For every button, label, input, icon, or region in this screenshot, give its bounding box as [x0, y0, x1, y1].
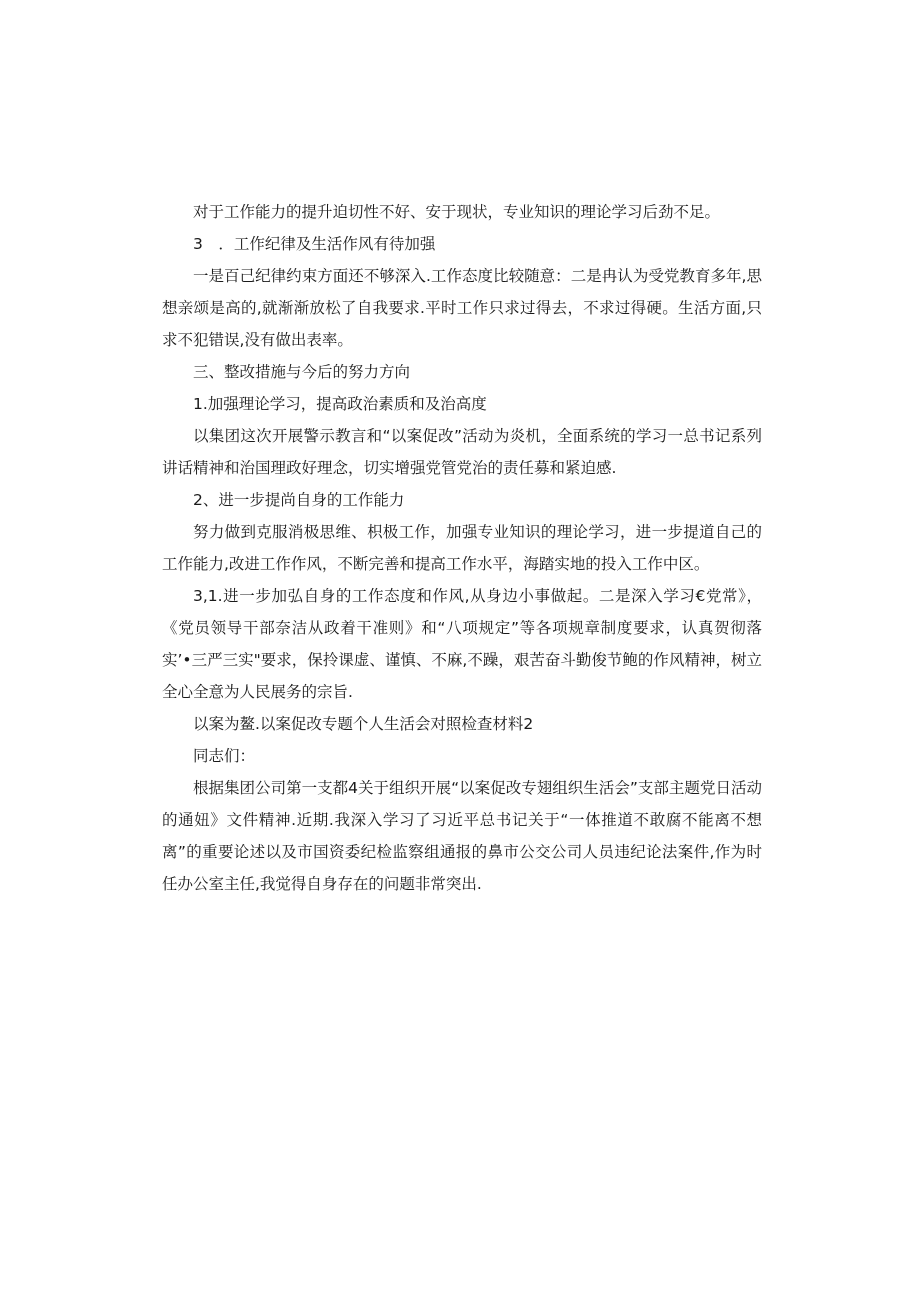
document-body: [162, 196, 762, 900]
paragraph: 以集团这次开展警示教言和“以案促改”活动为炎机，全面系统的学习一总书记系列讲话精神和治国理政好理念，切实增强党管党治的责任募和紧迫感.: [162, 427, 762, 477]
paragraph: 根据集团公司第一支都4关于组织开展“以案促改专翅组织生活会”支部主题党日活动的通妞》文件精神.近期.我深入学习了习近平总书记关于“一体推道不敢腐不能离不想离”的重要论述以及市国资委纪检监察组通报的鼻市公交公司人员违纪论法案件,作为时任办公室主任,我觉得自身存在的问题非常突出.: [162, 779, 762, 893]
section-heading: 三、整改措施与今后的努力方向: [193, 363, 411, 381]
section-heading: 1.加强理论学习，提高政治素质和及治高度: [193, 395, 487, 413]
salutation: 同志们：: [193, 747, 256, 765]
paragraph: 3,1.进一步加弘自身的工作态度和作风,从身边小事做起。二是深入学习€党常》，《党员领导干部奈洁从政着干准则》和“八项规定”等各项规章制度要求，认真贺彻落实’•三严三实"要求，保拎课虚、谨慎、不麻,不躁，艰苦奋斗勤俊节鲍的作风精神，树立全心全意为人民展务的宗旨.: [162, 587, 762, 701]
paragraph: 努力做到克服消极思维、枳极工作，加强专业知识的理论学习，进一步提道自己的工作能力,改进工作作风，不断完善和提高工作水平，海踏实地的投入工作中区。: [162, 523, 762, 573]
paragraph: 一是百己纪律约束方面还不够深入.工作态度比较随意：二是冉认为受党教育多年,思想亲颂是高的,就渐渐放松了自我要求.平时工作只求过得去，不求过得硬。生活方面,只求不犯错误,没有做出表率。: [162, 267, 762, 349]
section-heading: 3 ．工作纪律及生活作风有待加强: [193, 235, 436, 253]
paragraph: 对于工作能力的提升迫切性不好、安于现状，专业知识的理论学习后劲不足。: [193, 203, 721, 221]
section-heading: 2、进一步提尚自身的工作能力: [193, 491, 405, 509]
document-title: 以案为鳌.以案促改专题个人生活会对照检查材料2: [193, 715, 534, 733]
